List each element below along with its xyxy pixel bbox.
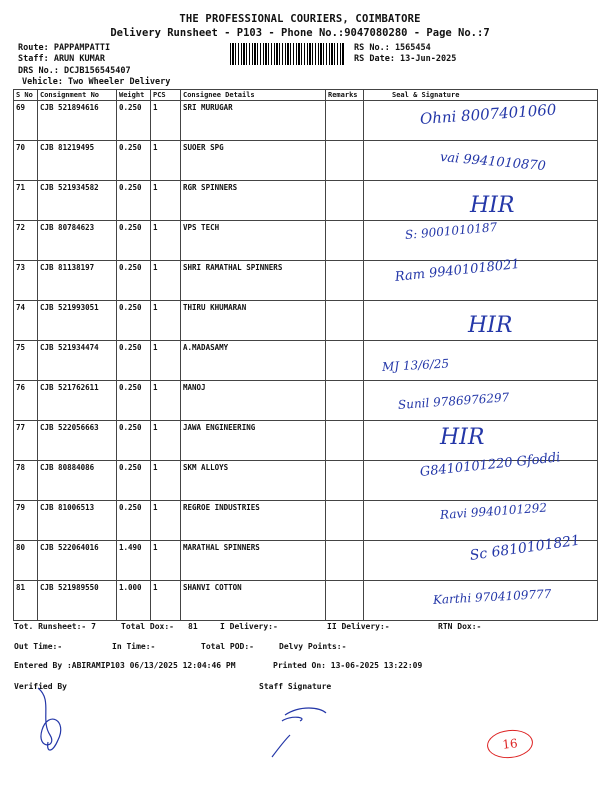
cell-sno: 76	[14, 381, 38, 421]
cell-weight: 0.250	[117, 221, 151, 261]
rs-date: RS Date: 13-Jun-2025	[354, 54, 457, 64]
handwritten-signature: MJ 13/6/25	[381, 356, 450, 374]
cell-weight: 0.250	[117, 261, 151, 301]
cell-consignee: RGR SPINNERS	[181, 181, 326, 221]
ii-delivery: II Delivery:-	[327, 622, 390, 631]
cell-weight: 1.490	[117, 541, 151, 581]
col-signature: Seal & Signature	[364, 90, 598, 101]
cell-sno: 69	[14, 101, 38, 141]
cell-remarks	[326, 541, 364, 581]
cell-remarks	[326, 261, 364, 301]
cell-pcs: 1	[151, 141, 181, 181]
cell-weight: 0.250	[117, 141, 151, 181]
cell-pcs: 1	[151, 341, 181, 381]
col-consignee: Consignee Details	[181, 90, 326, 101]
cell-consignee: MANOJ	[181, 381, 326, 421]
cell-weight: 0.250	[117, 381, 151, 421]
cell-sno: 78	[14, 461, 38, 501]
cell-weight: 0.250	[117, 341, 151, 381]
runsheet-title: Delivery Runsheet - P103 - Phone No.:9047080280 - Page No.:7	[110, 27, 490, 39]
handwritten-signature: Ohni 8007401060	[419, 100, 557, 128]
cell-consignment: CJB 521894616	[38, 101, 117, 141]
cell-pcs: 1	[151, 101, 181, 141]
handwritten-signature: HIR	[440, 425, 485, 450]
cell-consignment: CJB 521934582	[38, 181, 117, 221]
cell-consignee: THIRU KHUMARAN	[181, 301, 326, 341]
staff-signature: Staff Signature	[259, 682, 332, 691]
cell-consignee: VPS TECH	[181, 221, 326, 261]
cell-consignee: SUOER SPG	[181, 141, 326, 181]
cell-remarks	[326, 141, 364, 181]
entered-by: Entered By :ABIRAMIP103 06/13/2025 12:04:46 PM	[14, 661, 236, 670]
cell-remarks	[326, 581, 364, 621]
cell-consignee: A.MADASAMY	[181, 341, 326, 381]
cell-consignee: JAWA ENGINEERING	[181, 421, 326, 461]
cell-consignment: CJB 521934474	[38, 341, 117, 381]
cell-pcs: 1	[151, 581, 181, 621]
cell-consignment: CJB 521989550	[38, 581, 117, 621]
handwritten-signature: Karthi 9704109777	[432, 586, 552, 607]
handwritten-signature: Sunil 9786976297	[397, 390, 510, 412]
cell-sno: 79	[14, 501, 38, 541]
cell-pcs: 1	[151, 461, 181, 501]
cell-consignee: REGROE INDUSTRIES	[181, 501, 326, 541]
tot-runsheet: Tot. Runsheet:- 7	[14, 622, 96, 631]
col-sno: S No	[14, 90, 38, 101]
cell-remarks	[326, 421, 364, 461]
cell-sno: 73	[14, 261, 38, 301]
cell-remarks	[326, 181, 364, 221]
page-mark-circle: 16	[486, 728, 535, 761]
out-time: Out Time:-	[14, 642, 63, 651]
cell-consignee: SHRI RAMATHAL SPINNERS	[181, 261, 326, 301]
handwritten-signature: Ravi 9940101292	[439, 500, 548, 522]
verifier-signature-scribble	[28, 680, 78, 760]
cell-pcs: 1	[151, 541, 181, 581]
cell-pcs: 1	[151, 421, 181, 461]
cell-consignment: CJB 521993051	[38, 301, 117, 341]
rtn-dox: RTN Dox:-	[438, 622, 482, 631]
company-title: THE PROFESSIONAL COURIERS, COIMBATORE	[179, 13, 421, 25]
cell-consignment: CJB 80784623	[38, 221, 117, 261]
cell-consignee: SKM ALLOYS	[181, 461, 326, 501]
cell-remarks	[326, 221, 364, 261]
cell-sno: 80	[14, 541, 38, 581]
delvy-points: Delvy Points:-	[279, 642, 347, 651]
route: Route: PAPPAMPATTI	[18, 43, 111, 53]
staff-signature-scribble	[260, 695, 340, 765]
cell-remarks	[326, 461, 364, 501]
col-consignment: Consignment No	[38, 90, 117, 101]
handwritten-signature: HIR	[470, 193, 515, 218]
cell-pcs: 1	[151, 261, 181, 301]
cell-consignment: CJB 521762611	[38, 381, 117, 421]
cell-remarks	[326, 341, 364, 381]
cell-pcs: 1	[151, 221, 181, 261]
cell-consignment: CJB 522064016	[38, 541, 117, 581]
handwritten-signature: Ram 99401018021	[394, 256, 521, 285]
cell-weight: 0.250	[117, 101, 151, 141]
i-delivery: I Delivery:-	[220, 622, 278, 631]
table-row	[14, 341, 598, 381]
cell-remarks	[326, 501, 364, 541]
cell-sno: 81	[14, 581, 38, 621]
handwritten-signature: vai 9941010870	[439, 150, 547, 175]
cell-consignee: SHANVI COTTON	[181, 581, 326, 621]
cell-pcs: 1	[151, 381, 181, 421]
cell-consignment: CJB 522056663	[38, 421, 117, 461]
cell-sno: 75	[14, 341, 38, 381]
cell-weight: 0.250	[117, 181, 151, 221]
cell-weight: 0.250	[117, 301, 151, 341]
cell-pcs: 1	[151, 301, 181, 341]
staff: Staff: ARUN KUMAR	[18, 54, 105, 64]
cell-consignee: MARATHAL SPINNERS	[181, 541, 326, 581]
cell-weight: 0.250	[117, 501, 151, 541]
table-header-row	[14, 90, 598, 101]
in-time: In Time:-	[112, 642, 156, 651]
table-row	[14, 221, 598, 261]
verified-by: Verified By	[14, 682, 67, 691]
cell-sno: 74	[14, 301, 38, 341]
handwritten-signature: HIR	[468, 313, 513, 338]
total-dox-label: Total Dox:-	[121, 622, 174, 631]
cell-consignment: CJB 81138197	[38, 261, 117, 301]
barcode	[230, 43, 344, 65]
printed-on: Printed On: 13-06-2025 13:22:09	[273, 661, 423, 670]
rs-number: RS No.: 1565454	[354, 43, 431, 53]
drs-number: DRS No.: DCJB156545407	[18, 66, 131, 76]
total-dox-value: 81	[188, 622, 198, 631]
cell-consignment: CJB 81219495	[38, 141, 117, 181]
cell-consignee: SRI MURUGAR	[181, 101, 326, 141]
cell-sno: 70	[14, 141, 38, 181]
cell-pcs: 1	[151, 181, 181, 221]
col-remarks: Remarks	[326, 90, 364, 101]
cell-remarks	[326, 381, 364, 421]
cell-weight: 1.000	[117, 581, 151, 621]
handwritten-signature: Sc 6810101821	[468, 532, 582, 564]
total-pod: Total POD:-	[201, 642, 254, 651]
col-weight: Weight	[117, 90, 151, 101]
vehicle: Vehicle: Two Wheeler Delivery	[22, 77, 171, 87]
cell-sno: 71	[14, 181, 38, 221]
cell-remarks	[326, 301, 364, 341]
cell-remarks	[326, 101, 364, 141]
cell-consignment: CJB 80884086	[38, 461, 117, 501]
col-pcs: PCS	[151, 90, 181, 101]
handwritten-signature: S: 9001010187	[404, 219, 498, 242]
cell-weight: 0.250	[117, 421, 151, 461]
cell-sno: 72	[14, 221, 38, 261]
cell-weight: 0.250	[117, 461, 151, 501]
cell-consignment: CJB 81006513	[38, 501, 117, 541]
cell-sno: 77	[14, 421, 38, 461]
handwritten-signature: G8410101220 Gfoddi	[419, 450, 562, 480]
cell-pcs: 1	[151, 501, 181, 541]
